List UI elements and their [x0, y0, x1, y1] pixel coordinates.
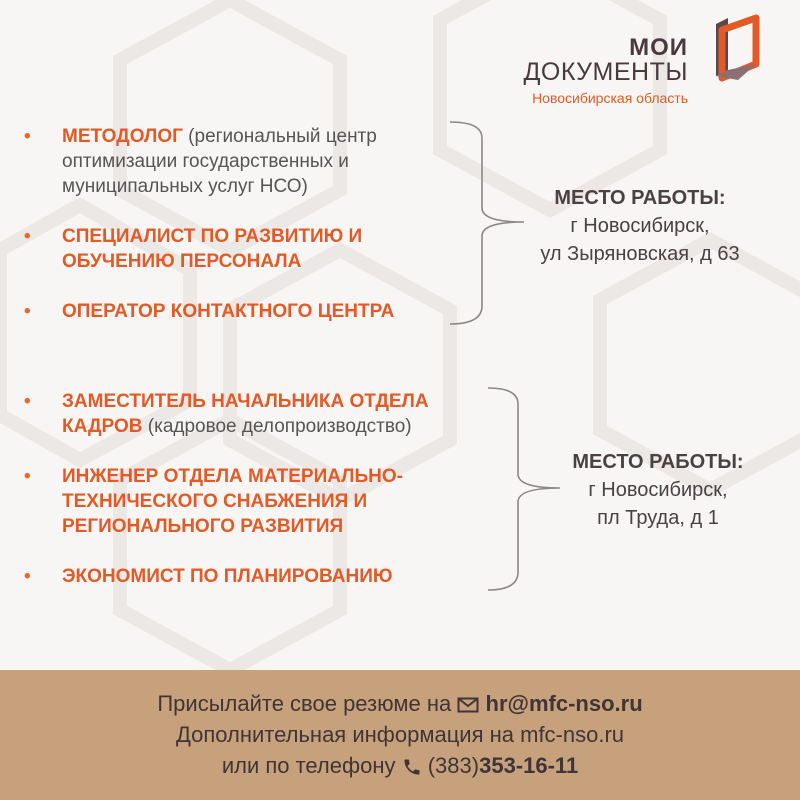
vacancy-title: ЭКОНОМИСТ ПО ПЛАНИРОВАНИЮ	[62, 566, 393, 587]
curly-brace	[446, 120, 526, 326]
phone-text: или по телефону	[221, 753, 402, 778]
footer-line-phone	[0, 750, 800, 781]
vacancy-note: (кадровое делопроизводство)	[142, 416, 412, 437]
footer-contacts	[0, 670, 800, 800]
bullet: •	[24, 566, 31, 587]
vacancy-note: (региональный центр оптимизации государственных и муниципальных услуг НСО)	[62, 126, 377, 197]
vacancy-list-1	[22, 124, 482, 324]
work-place-address: пл Труда, д 1	[597, 507, 719, 529]
list-item	[22, 124, 462, 199]
vacancy-title: ЗАМЕСТИТЕЛЬ НАЧАЛЬНИКА ОТДЕЛА КАДРОВ	[62, 391, 429, 437]
resume-text: Присылайте свое резюме на	[157, 691, 458, 716]
work-place-label: МЕСТО РАБОТЫ:	[572, 451, 744, 473]
vacancy-title: ОПЕРАТОР КОНТАКТНОГО ЦЕНТРА	[62, 301, 395, 322]
logo-text	[523, 36, 688, 84]
work-place-city: г Новосибирск,	[570, 215, 710, 237]
work-place-1	[520, 184, 760, 268]
work-place-label: МЕСТО РАБОТЫ:	[554, 187, 726, 209]
bullet: •	[24, 391, 31, 412]
work-place-address: ул Зыряновская, д 63	[540, 243, 740, 265]
envelope-icon	[457, 697, 479, 713]
vacancy-title: СПЕЦИАЛИСТ ПО РАЗВИТИЮ И ОБУЧЕНИЮ ПЕРСОНАЛА	[62, 226, 363, 272]
work-place-2	[540, 448, 776, 532]
logo	[512, 14, 772, 114]
logo-region: Новосибирская область	[532, 90, 688, 106]
phone-number[interactable]: 353-16-11	[479, 753, 579, 778]
work-place-city: г Новосибирск,	[588, 479, 728, 501]
list-item	[22, 564, 482, 589]
vacancy-title: МЕТОДОЛОГ	[62, 126, 183, 147]
phone-code: (383)	[427, 753, 480, 778]
bullet: •	[24, 226, 31, 247]
phone-icon	[402, 757, 422, 777]
bullet: •	[24, 126, 31, 147]
footer-line-info: Дополнительная информация на mfc-nso.ru	[175, 722, 625, 747]
list-item	[22, 464, 482, 539]
list-item	[22, 224, 442, 274]
email-link[interactable]: hr@mfc-nso.ru	[485, 691, 643, 716]
bullet: •	[24, 466, 31, 487]
logo-emblem-icon	[708, 14, 766, 86]
logo-line1: МОИ	[629, 34, 688, 61]
list-item	[22, 389, 512, 439]
bullet: •	[24, 301, 31, 322]
list-item	[22, 299, 482, 324]
footer-line-resume	[0, 688, 800, 719]
logo-line2: ДОКУМЕНТЫ	[523, 58, 688, 86]
vacancy-list-2	[22, 389, 512, 589]
vacancy-title: ИНЖЕНЕР ОТДЕЛА МАТЕРИАЛЬНО-ТЕХНИЧЕСКОГО СНАБЖЕНИЯ И РЕГИОНАЛЬНОГО РАЗВИТИЯ	[62, 466, 403, 537]
